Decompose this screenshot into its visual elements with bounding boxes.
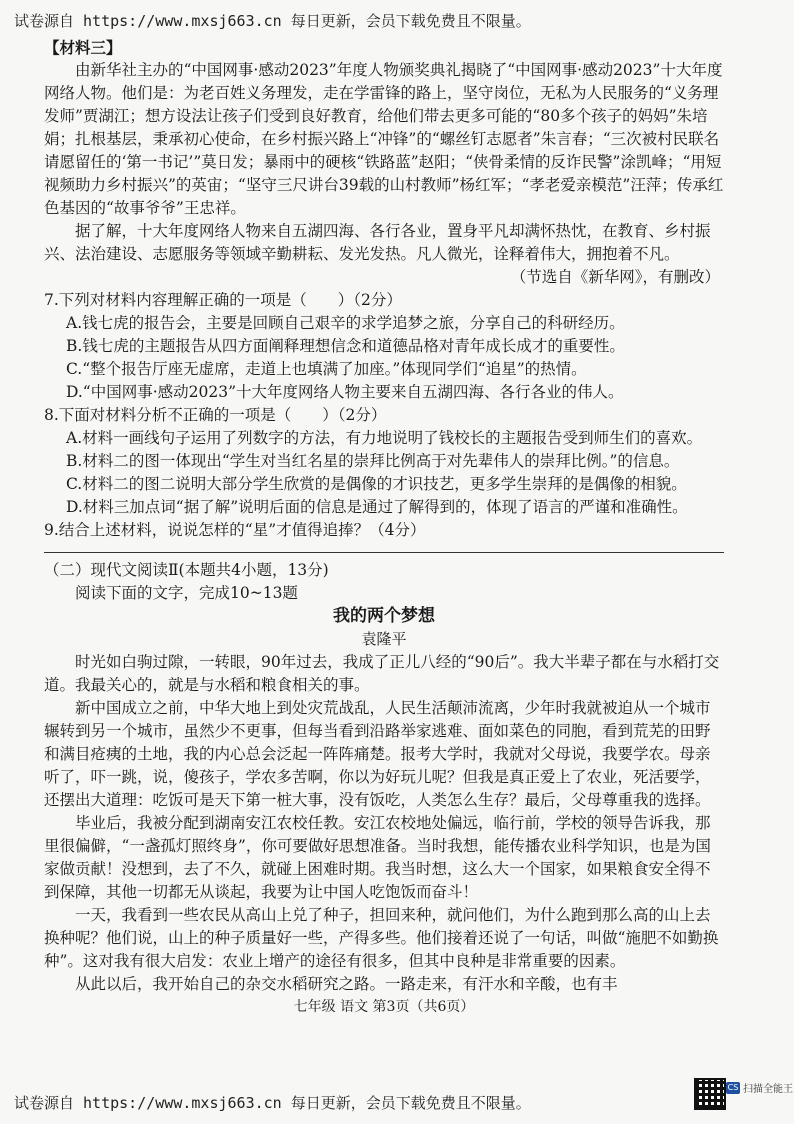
- reading2-header: （二）现代文阅读Ⅱ(本题共4小题，13分): [44, 561, 329, 579]
- question-8-option-a: A.材料一画线句子运用了列数字的方法，有力地说明了钱校长的主题报告受到师生们的喜欢。: [66, 429, 703, 447]
- camscanner-icon: CS: [727, 1082, 739, 1092]
- article-paragraph: 从此以后，我开始自己的杂交水稻研究之路。一路走来，有汗水和辛酸，也有丰: [75, 975, 618, 993]
- exam-page: [44, 36, 724, 1019]
- question-7-option-b: B.钱七虎的主题报告从四方面阐释理想信念和道德品格对青年成长成才的重要性。: [66, 337, 625, 355]
- question-8-option-c: C.材料二的图二说明大部分学生欣赏的是偶像的才识技艺，更多学生崇拜的是偶像的相貌。: [66, 475, 687, 493]
- material3-source: （节选自《新华网》，有删改）: [510, 268, 720, 286]
- article-title: 我的两个梦想: [333, 606, 435, 626]
- material3-para1: 由新华社主办的“中国网事·感动2023”年度人物颁奖典礼揭晓了“中国网事·感动2023”十大年度网络人物。他们是：为老百姓义务理发，走在学雷锋的路上，坚守岗位，无私为人民服务的“义务理发师”贾湖江；想方设法让孩子们受到良好教育，给他们带去更多可能的“80多个孩子的妈妈”朱培娟；扎根基层，秉承初心使命，在乡村振兴路上“冲锋”的“螺丝钉志愿者”朱言春；“三次被村民联名请愿留任的‘第一书记’”莫日发；暴雨中的硬核“铁路蓝”赵阳；“侠骨柔情的反诈民警”涂凯峰；“用短视频助力乡村振兴”的英宙；“坚守三尺讲台39载的山村教师”杨红军；“孝老爱亲模范”汪萍；传承红色基因的“故事爷爷”王忠祥。: [44, 61, 724, 217]
- question-8-stem: 8.下面对材料分析不正确的一项是（ ）（2分）: [44, 406, 387, 424]
- article-paragraph: 毕业后，我被分配到湖南安江农校任教。安江农校地处偏远，临行前，学校的领导告诉我，那里很偏僻，“一盏孤灯照终身”，你可要做好思想准备。当时我想，能传播农业科学知识，也是为国家做贡献！没想到，去了不久，就碰上困难时期。我当时想，这么大一个国家，如果粮食安全得不到保障，其他一切都无从谈起，我要为让中国人吃饱饭而奋斗！: [44, 814, 711, 901]
- question-9-stem: 9.结合上述材料，说说怎样的“星”才值得追捧？（4分）: [44, 521, 426, 539]
- page-footer: 七年级 语文 第3页（共6页）: [293, 999, 475, 1015]
- question-7-option-d: D.“中国网事·感动2023”十大年度网络人物主要来自五湖四海、各行各业的伟人。: [66, 383, 624, 401]
- question-7-option-c: C.“整个报告厅座无虚席，走道上也填满了加座。”体现同学们“追星”的热情。: [66, 360, 587, 378]
- article-paragraph: 时光如白驹过隙，一转眼，90年过去，我成了正儿八经的“90后”。我大半辈子都在与水稻打交道。我最关心的，就是与水稻和粮食相关的事。: [44, 653, 720, 694]
- scanner-badge: [726, 1080, 793, 1095]
- question-7-stem: 7.下列对材料内容理解正确的一项是（ ）（2分）: [44, 291, 402, 309]
- article-paragraph: 新中国成立之前，中华大地上到处灾荒战乱，人民生活颠沛流离，少年时我就被迫从一个城市辗转到另一个城市，虽然少不更事，但每当看到沿路举家逃难、面如菜色的同胞，看到荒芜的田野和满目疮痍的土地，我的内心总会泛起一阵阵痛楚。报考大学时，我就对父母说，我要学农。母亲听了，吓一跳，说，傻孩子，学农多苦啊，你以为好玩儿呢？但我是真正爱上了农业，死活要学，还摆出大道理：吃饭可是天下第一桩大事，没有饭吃，人类怎么生存？最后，父母尊重我的选择。: [44, 699, 711, 809]
- material3-label: 【材料三】: [44, 38, 122, 57]
- watermark-top: 试卷源自 https://www.mxsj663.cn 每日更新，会员下载免费且不限量。: [14, 12, 531, 30]
- article-author: 袁隆平: [361, 630, 407, 648]
- reading2-instruction: 阅读下面的文字，完成10~13题: [75, 584, 298, 602]
- section-divider: [44, 552, 724, 553]
- question-7-option-a: A.钱七虎的报告会，主要是回顾自己艰辛的求学追梦之旅，分享自己的科研经历。: [66, 314, 625, 332]
- watermark-bottom: 试卷源自 https://www.mxsj663.cn 每日更新，会员下载免费且不限量。: [14, 1094, 531, 1112]
- scanner-badge-label: 扫描全能王: [743, 1084, 793, 1095]
- question-8-option-b: B.材料二的图一体现出“学生对当红名星的崇拜比例高于对先辈伟人的崇拜比例。”的信息。: [66, 452, 680, 470]
- article-paragraph: 一天，我看到一些农民从高山上兑了种子，担回来种，就问他们，为什么跑到那么高的山上去换种呢？他们说，山上的种子质量好一些，产得多些。他们接着还说了一句话，叫做“施肥不如勤换种”。这对我有很大启发：农业上增产的途径有很多，但其中良种是非常重要的因素。: [44, 906, 719, 970]
- question-8-option-d: D.材料三加点词“据了解”说明后面的信息是通过了解得到的，体现了语言的严谨和准确性。: [66, 498, 688, 516]
- qr-code-icon: [694, 1078, 726, 1110]
- material3-para2: 据了解，十大年度网络人物来自五湖四海、各行各业，置身平凡却满怀热忱，在教育、乡村振兴、法治建设、志愿服务等领域辛勤耕耘、发光发热。凡人微光，诠释着伟大，拥抱着不凡。: [44, 222, 711, 263]
